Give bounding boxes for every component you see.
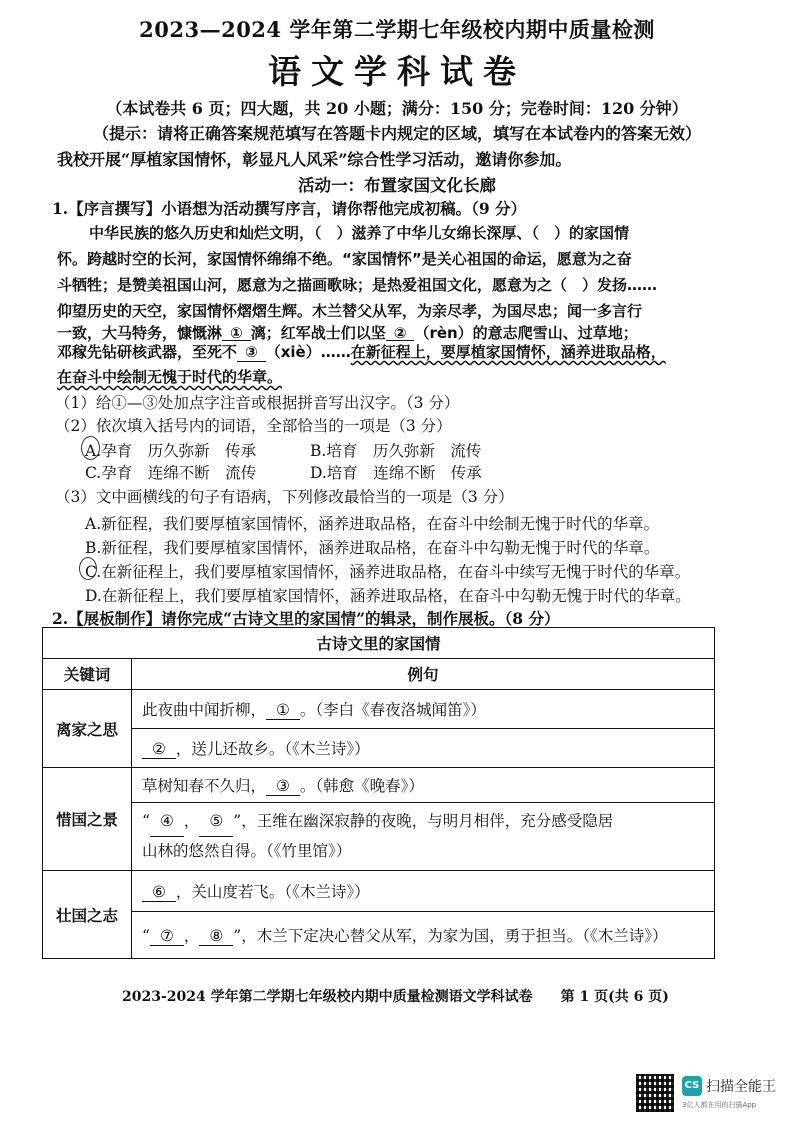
example-cell	[132, 803, 715, 871]
underlined-sentence: 在奋斗中绘制无愧于时代的华章。	[57, 368, 283, 386]
sub-question-2: （2）依次填入括号内的词语，全部恰当的一项是（3 分）	[55, 417, 452, 435]
activity-intro: 我校开展“厚植家国情怀，彰显凡人风采”综合性学习活动，邀请你参加。	[57, 150, 572, 169]
passage-text: 一致，大马特务，慷慨淋	[57, 324, 223, 342]
question-2-heading: 2.【展板制作】请你完成“古诗文里的家国情”的辑录，制作展板。（8 分）	[52, 609, 560, 628]
column-header-keyword: 关键词	[43, 659, 132, 690]
example-text: 。（韩愈《晚春》）	[299, 777, 424, 795]
option-3b: B.新征程，我们要厚植家国情怀，涵养进取品格，在奋斗中勾勒无愧于时代的华章。	[85, 539, 660, 557]
underlined-sentence: 在新征程上，要厚植家国情怀，涵养进取品格，	[350, 343, 666, 361]
answer-blank-5: ⑤	[199, 807, 233, 837]
answer-blank-1: ①	[266, 701, 300, 720]
table-row	[43, 871, 715, 912]
table-row	[43, 803, 715, 871]
example-cell	[132, 912, 715, 959]
example-cell	[132, 871, 715, 912]
example-cell	[132, 768, 715, 803]
option-2b: B.培育 历久弥新 流传	[310, 442, 482, 460]
page-footer: 2023-2024 学年第二学期七年级校内期中质量检测语文学科试卷 第 1 页(共 6 页)	[122, 989, 669, 1005]
option-2d: D.培育 连绵不断 传承	[310, 464, 482, 482]
answer-blank-3: ③	[266, 777, 300, 796]
example-line: 山林的悠然自得。（《竹里馆》）	[142, 842, 352, 860]
answer-blank-4: ④	[150, 807, 184, 837]
option-2c: C.孕育 连绵不断 流传	[85, 464, 257, 482]
answer-blank-8: ⑧	[199, 927, 233, 946]
table-title: 古诗文里的家国情	[43, 628, 715, 659]
example-text: 草树知春不久归，	[142, 777, 267, 795]
example-text: ，关山度若飞。（《木兰诗》）	[175, 883, 370, 901]
passage-text: （rèn）的意志爬雪山、过草地；	[414, 324, 638, 342]
passage-line-7	[57, 366, 747, 387]
blank-3: ③	[237, 343, 266, 362]
passage-line: 斗牺牲；是赞美祖国山河，愿意为之描画歌咏；是热爱祖国文化，愿意为之（ ）发扬……	[57, 276, 658, 294]
blank-1: ①	[222, 326, 251, 341]
answer-blank-6: ⑥	[142, 883, 176, 902]
passage-text: 漓；红军战士们以坚	[250, 324, 386, 342]
example-text: ，	[183, 927, 200, 945]
camscanner-logo-icon: CS	[682, 1076, 702, 1096]
option-3a: A.新征程，我们要厚植家国情怀，涵养进取品格，在奋斗中绘制无愧于时代的华章。	[85, 515, 660, 533]
exam-hint: （提示：请将正确答案规范填写在答题卡内规定的区域，填写在本试卷内的答案无效）	[92, 124, 701, 143]
example-line	[142, 807, 704, 837]
example-text: ”，王维在幽深寂静的夜晚，与明月相伴，充分感受隐居	[233, 812, 614, 830]
sub-question-3: （3）文中画横线的句子有语病，下列修改最恰当的一项是（3 分）	[55, 488, 514, 506]
example-cell	[132, 729, 715, 768]
option-3d: D.在新征程上，我们要厚植家国情怀，涵养进取品格，在奋斗中勾勒无愧于时代的华章。	[85, 587, 691, 605]
option-3c: C.在新征程上，我们要厚植家国情怀，涵养进取品格，在奋斗中续写无愧于时代的华章。	[85, 563, 691, 581]
keyword-cell: 离家之思	[43, 690, 132, 768]
exam-title: 2023—2024 学年第二学期七年级校内期中质量检测	[139, 17, 655, 42]
example-cell	[132, 690, 715, 729]
example-text: ”，木兰下定决心替父从军，为家为国，勇于担当。（《木兰诗》）	[233, 927, 668, 945]
passage-line-6	[57, 341, 747, 362]
passage-line: 中华民族的悠久历史和灿烂文明，（ ）滋养了中华儿女绵长深厚、（ ）的家国情	[89, 224, 630, 242]
option-2a: A.孕育 历久弥新 传承	[85, 442, 257, 460]
passage-line: 仰望历史的天空，家国情怀熠熠生辉。木兰替父从军，为亲尽孝，为国尽忠；闻一多言行	[57, 302, 643, 320]
example-text: “	[142, 927, 150, 945]
sub-question-1: （1）给①—③处加点字注音或根据拼音写出汉字。（3 分）	[55, 394, 460, 412]
qr-code-icon	[636, 1074, 674, 1112]
watermark-tagline: 3亿人都在用的扫描App	[682, 1101, 757, 1109]
example-text: 。（李白《春夜洛城闻笛》）	[299, 701, 486, 719]
answer-blank-2: ②	[142, 740, 176, 759]
passage-text: （xiè）……	[265, 343, 351, 361]
watermark-brand: 扫描全能王	[706, 1079, 776, 1095]
keyword-cell: 壮国之志	[43, 871, 132, 959]
exam-subtitle: 语文学科试卷	[268, 52, 526, 91]
blank-2: ②	[386, 326, 415, 341]
question-1-heading: 1.【序言撰写】小语想为活动撰写序言，请你帮他完成初稿。（9 分）	[52, 199, 527, 218]
example-text: ，	[183, 812, 200, 830]
poetry-table	[42, 627, 715, 959]
keyword-cell: 惜国之景	[43, 768, 132, 871]
passage-text: 邓稼先钻研核武器，至死不	[57, 343, 238, 361]
passage-line: 怀。跨越时空的长河，家国情怀绵绵不绝。“家国情怀”是关心祖国的命运，愿意为之奋	[57, 250, 632, 268]
example-text: “	[142, 812, 150, 830]
table-row	[43, 690, 715, 729]
answer-blank-7: ⑦	[150, 927, 184, 946]
example-text: 此夜曲中闻折柳，	[142, 701, 267, 719]
table-row	[43, 729, 715, 768]
table-row	[43, 912, 715, 959]
table-row	[43, 768, 715, 803]
column-header-example: 例句	[132, 659, 715, 690]
example-text: ，送儿还故乡。（《木兰诗》）	[175, 740, 370, 758]
activity-heading: 活动一：布置家国文化长廊	[298, 176, 496, 195]
exam-info: （本试卷共 6 页；四大题，共 20 小题；满分：150 分；完卷时间：120 分钟）	[106, 99, 688, 118]
